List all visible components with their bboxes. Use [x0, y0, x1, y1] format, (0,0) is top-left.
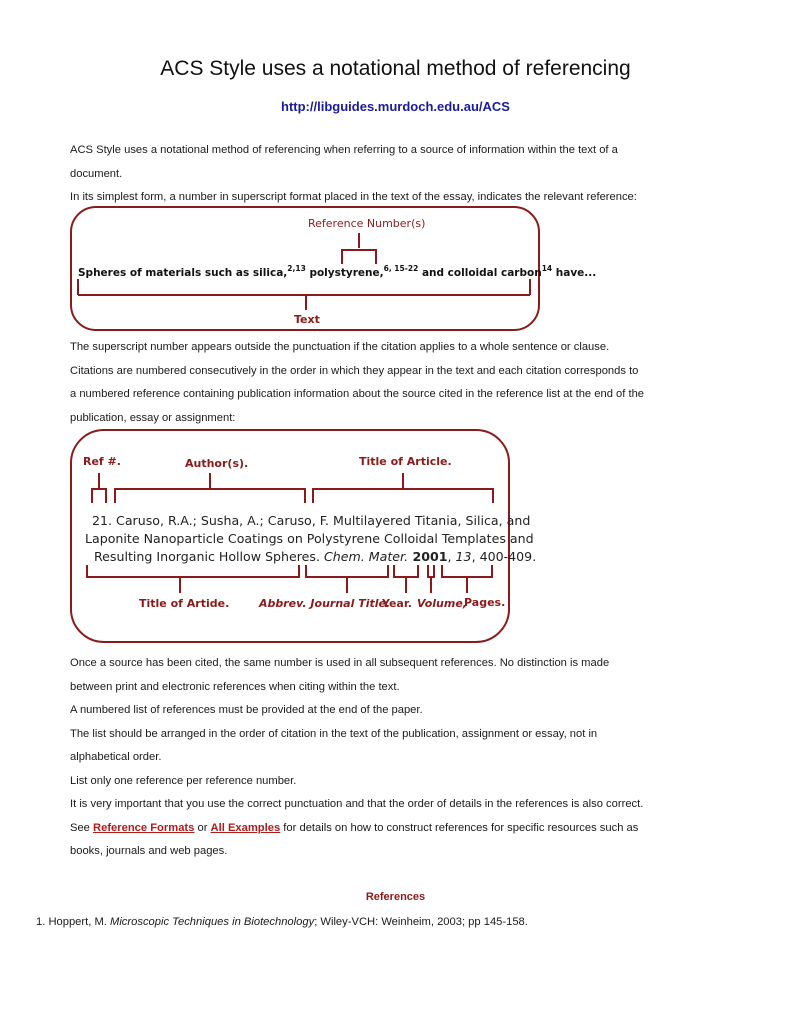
sentence-segment-2: polystyrene,	[305, 267, 384, 279]
middle-line-4: publication, essay or assignment:	[70, 411, 236, 424]
superscript-2: 6, 15-22	[383, 264, 419, 273]
citation-example-figure	[70, 206, 597, 331]
sentence-segment-1: Spheres of materials such as silica,	[78, 267, 288, 279]
reference-publisher: ; Wiley-VCH: Weinheim, 2003; pp 145-158.	[314, 916, 528, 928]
intro-line-1: ACS Style uses a notational method of referencing when referring to a source of information within the text of a	[70, 144, 618, 156]
body-line-1: Once a source has been cited, the same number is used in all subsequent references. No distinction is made	[70, 657, 610, 669]
example-volume: 13	[455, 549, 472, 564]
reference-item	[36, 916, 528, 928]
superscript-3: 14	[541, 264, 553, 273]
see-text: See	[70, 821, 94, 834]
middle-line-3: a numbered reference containing publication information about the source cited in the reference list at the end of the	[70, 388, 645, 400]
source-url-link[interactable]: http://libguides.murdoch.edu.au/ACS	[281, 99, 510, 114]
example-title-end: Resulting Inorganic Hollow Spheres.	[94, 549, 324, 564]
authors-label: Author(s).	[185, 457, 249, 470]
body-line-6b: books, journals and web pages.	[70, 845, 228, 857]
or-text: or	[194, 821, 211, 834]
example-journal: Chem. Mater.	[323, 549, 409, 564]
example-sentence	[78, 264, 596, 279]
page-title: ACS Style uses a notational method of referencing	[160, 57, 631, 80]
middle-paragraph	[70, 336, 730, 430]
references-heading: References	[365, 891, 426, 903]
sentence-segment-3: and colloidal carbon	[418, 267, 542, 279]
body-line-1b: between print and electronic references when citing within the text.	[70, 680, 400, 693]
intro-line-2: document.	[70, 167, 123, 180]
volume-label: Volume,	[417, 597, 467, 610]
example-separator: ,	[447, 549, 456, 564]
article-title-bottom-label: Title of Artide.	[139, 597, 230, 610]
reference-anatomy-diagram	[72, 431, 537, 641]
intro-line-3: In its simplest form, a number in superscript format placed in the text of the essay, indicates the relevant reference:	[70, 191, 637, 203]
example-reference-line-3	[94, 549, 536, 564]
body-line-2: A numbered list of references must be provided at the end of the paper.	[70, 704, 423, 716]
intro-paragraph	[70, 139, 730, 210]
reference-numbers-label: Reference Number(s)	[308, 217, 426, 230]
superscript-1: 2,13	[287, 264, 306, 273]
body-paragraphs	[70, 652, 730, 864]
reference-formats-link[interactable]: Reference Formats	[93, 821, 195, 834]
article-title-top-label: Title of Article.	[359, 455, 452, 468]
journal-title-label: Abbrev. Journal Title.	[259, 597, 391, 610]
sentence-segment-4: have...	[552, 267, 597, 279]
text-label: Text	[294, 313, 320, 326]
ref-number-label: Ref #.	[83, 455, 121, 468]
reference-title: Microscopic Techniques in Biotechnology	[110, 916, 315, 928]
all-examples-link[interactable]: All Examples	[210, 821, 281, 834]
example-reference-line-1: 21. Caruso, R.A.; Susha, A.; Caruso, F. Multilayered Titania, Silica, and	[92, 513, 531, 528]
year-label: Year.	[382, 597, 412, 610]
body-line-4: List only one reference per reference number.	[70, 774, 297, 787]
middle-line-1: The superscript number appears outside the punctuation if the citation applies to a whole sentence or clause.	[70, 341, 610, 353]
reference-anatomy-figure	[70, 429, 537, 643]
reference-author: 1. Hoppert, M.	[36, 916, 110, 928]
body-line-6	[70, 817, 730, 841]
body-line-3: The list should be arranged in the order of citation in the text of the publication, assignment or essay, not in	[70, 727, 598, 740]
example-year: 2001	[408, 549, 448, 564]
details-text: for details on how to construct references for specific resources such as	[280, 821, 639, 834]
example-pages: , 400-409.	[471, 549, 537, 564]
body-line-5: It is very important that you use the correct punctuation and that the order of details in the references is also correct.	[70, 798, 644, 810]
pages-label: Pages.	[464, 596, 506, 609]
middle-line-2: Citations are numbered consecutively in the order in which they appear in the text and each citation corresponds to	[70, 364, 639, 377]
example-reference-line-2: Laponite Nanoparticle Coatings on Polystyrene Colloidal Templates and	[85, 531, 534, 546]
citation-diagram	[72, 208, 597, 329]
body-line-3b: alphabetical order.	[70, 751, 162, 763]
